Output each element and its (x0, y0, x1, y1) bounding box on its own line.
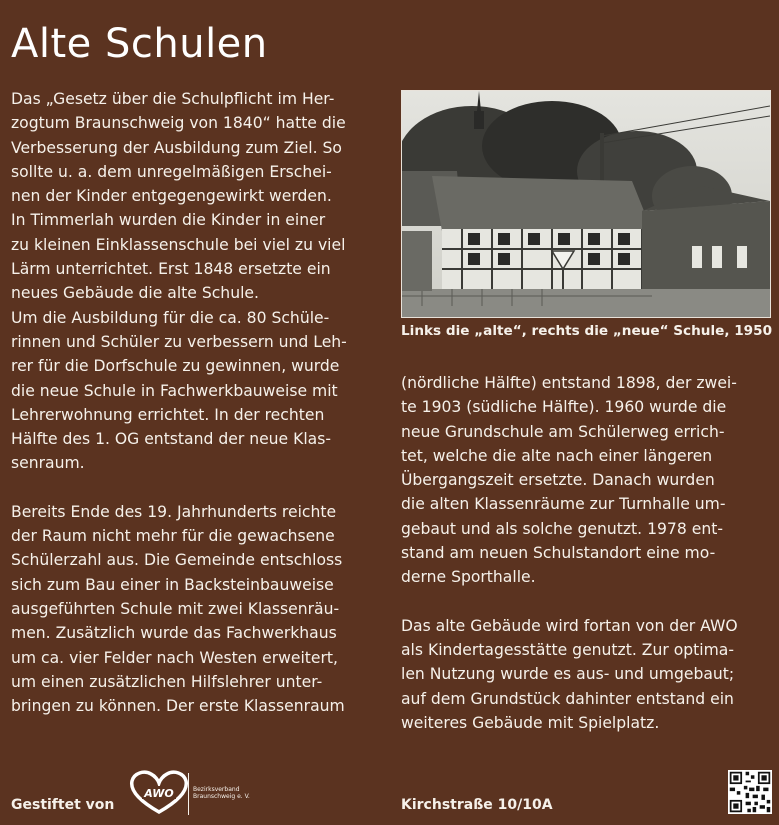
text-line: Schülerzahl aus. Die Gemeinde entschloss (11, 551, 343, 570)
text-line: derne Sporthalle. (401, 568, 536, 587)
text-line: neue Grundschule am Schülerweg errich- (401, 422, 725, 441)
paragraph-1 (11, 87, 381, 306)
address-label: Kirchstraße 10/10A (401, 797, 553, 813)
text-line: Lärm unterrichtet. Erst 1848 ersetzte ein (11, 260, 331, 279)
text-line: zogtum Braunschweig von 1840“ hatte die (11, 114, 346, 133)
logo-subtitle (193, 786, 250, 800)
text-line: stand am neuen Schulstandort eine mo- (401, 544, 716, 563)
text-line: nen der Kinder entgegengewirkt werden. (11, 187, 332, 206)
text-line: weiteres Gebäude mit Spielplatz. (401, 713, 660, 732)
paragraph-4 (401, 371, 771, 590)
text-line: Um die Ausbildung für die ca. 80 Schüle- (11, 308, 330, 327)
logo-subtitle-line: Bezirksverband (193, 786, 240, 793)
left-text-column (11, 87, 381, 718)
text-line: len Nutzung wurde es aus- und umgebaut; (401, 665, 735, 684)
text-line: Verbesserung der Ausbildung zum Ziel. So (11, 138, 342, 157)
paragraph-3 (11, 500, 381, 719)
text-line: ausgeführten Schule mit zwei Klassenräu- (11, 599, 340, 618)
text-line: rer für die Dorfschule zu gewinnen, wurde (11, 357, 340, 376)
text-line: In Timmerlah wurden die Kinder in einer (11, 211, 326, 230)
text-line: Das alte Gebäude wird fortan von der AWO (401, 616, 738, 635)
paragraph-2 (11, 306, 381, 476)
text-line: neues Gebäude die alte Schule. (11, 284, 259, 303)
page-title: Alte Schulen (11, 21, 268, 67)
text-line: Hälfte des 1. OG entstand der neue Klas- (11, 430, 331, 449)
text-line: als Kindertagesstätte genutzt. Zur optima- (401, 640, 734, 659)
text-line: um ca. vier Felder nach Westen erweitert, (11, 648, 338, 667)
text-line: Bereits Ende des 19. Jahrhunderts reichte (11, 502, 337, 521)
logo-subtitle-line: Braunschweig e. V. (193, 793, 250, 800)
text-line: (nördliche Hälfte) entstand 1898, der zwei- (401, 374, 737, 392)
right-text-column (401, 371, 771, 735)
photo-caption: Links die „alte“, rechts die „neue“ Schule, 1950 (401, 323, 773, 339)
school-photo-illustration (402, 91, 770, 317)
text-line: Lehrerwohnung errichtet. In der rechten (11, 405, 325, 424)
text-line: Übergangszeit ersetzte. Danach wurden (401, 471, 715, 490)
qr-code-icon[interactable] (728, 770, 772, 814)
logo-divider (188, 773, 189, 815)
historic-school-photo (401, 90, 771, 318)
text-line: bringen zu können. Der erste Klassenraum (11, 697, 345, 716)
sponsor-label: Gestiftet von (11, 797, 115, 813)
text-line: men. Zusätzlich wurde das Fachwerkhaus (11, 624, 337, 643)
text-line: die alten Klassenräume zur Turnhalle um- (401, 495, 726, 514)
text-line: der Raum nicht mehr für die gewachsene (11, 527, 335, 546)
text-line: sich zum Bau einer in Backsteinbauweise (11, 575, 334, 594)
text-line: zu kleinen Einklassenschule bei viel zu viel (11, 235, 346, 254)
text-line: senraum. (11, 454, 85, 473)
text-line: rinnen und Schüler zu verbessern und Leh- (11, 332, 347, 351)
text-line: auf dem Grundstück dahinter entstand ein (401, 689, 734, 708)
text-line: die neue Schule in Fachwerkbauweise mit (11, 381, 338, 400)
text-line: te 1903 (südliche Hälfte). 1960 wurde die (401, 398, 727, 417)
text-line: tet, welche die alte nach einer längeren (401, 446, 713, 465)
text-line: Das „Gesetz über die Schulpflicht im Her- (11, 90, 335, 108)
paragraph-5 (401, 614, 771, 735)
text-line: gebaut und als solche genutzt. 1978 ent- (401, 519, 723, 538)
logo-lettering: AWO (144, 787, 174, 800)
awo-heart-logo-icon (128, 770, 190, 816)
text-line: sollte u. a. dem unregelmäßigen Erschei- (11, 162, 332, 181)
text-line: um einen zusätzlichen Hilfslehrer unter- (11, 672, 323, 691)
